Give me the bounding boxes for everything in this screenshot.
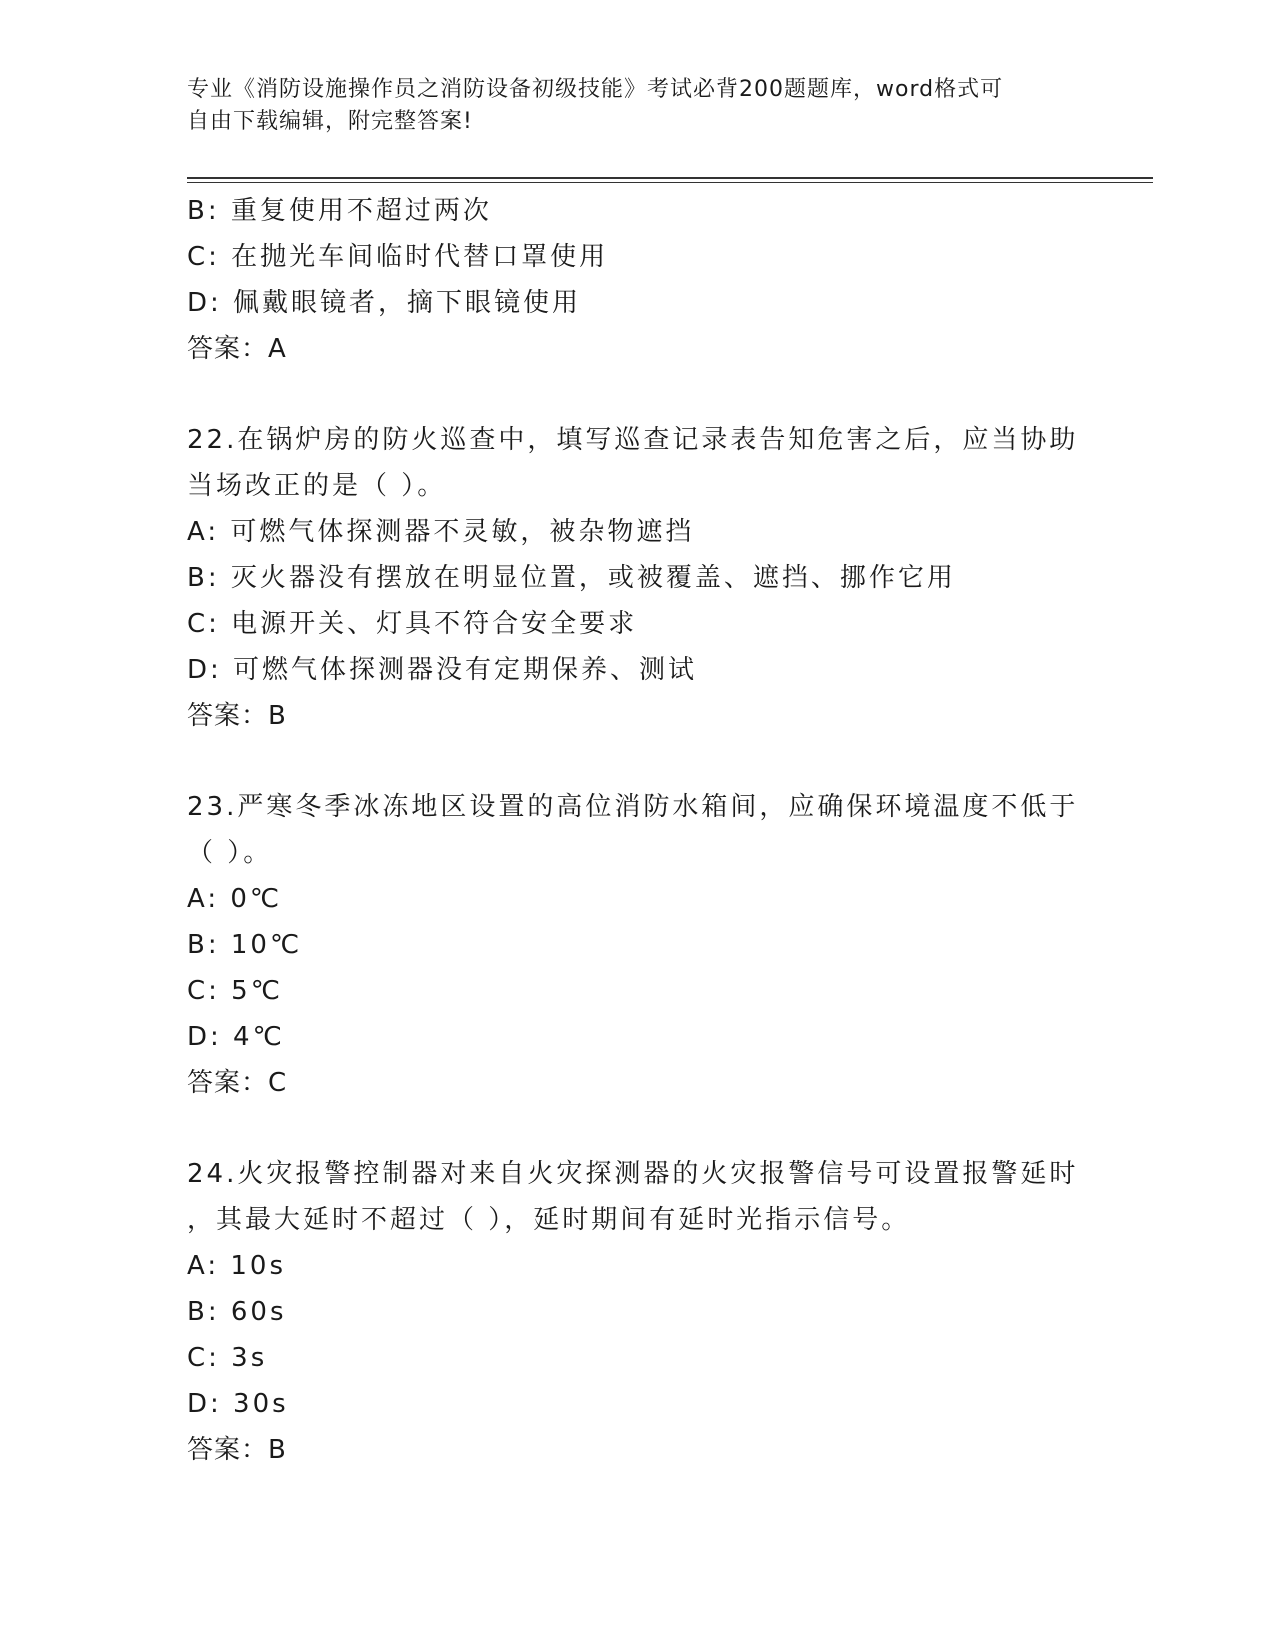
option-c: C: 电源开关、灯具不符合安全要求	[187, 609, 638, 639]
option-b: B: 重复使用不超过两次	[187, 196, 492, 226]
option-b: B: 灭火器没有摆放在明显位置，或被覆盖、遮挡、挪作它用	[187, 563, 956, 593]
question-stem-line-1: 24.火灾报警控制器对来自火灾探测器的火灾报警信号可设置报警延时	[187, 1159, 1079, 1189]
option-a: A: 10s	[187, 1251, 286, 1281]
question-24	[187, 1151, 1087, 1473]
question-stem-line-2: 当场改正的是（ ）。	[187, 471, 447, 501]
header-title-line-1: 专业《消防设施操作员之消防设备初级技能》考试必背200题题库，word格式可	[187, 77, 1004, 102]
question-stem-line-2: ，其最大延时不超过（ ），延时期间有延时光指示信号。	[187, 1205, 911, 1235]
question-content	[187, 188, 1087, 1473]
spacer	[187, 739, 1087, 784]
option-b: B: 10℃	[187, 930, 303, 960]
option-b: B: 60s	[187, 1297, 287, 1327]
answer-line: 答案：B	[187, 1435, 287, 1465]
option-a: A: 0℃	[187, 884, 283, 914]
answer-line: 答案：C	[187, 1068, 288, 1098]
spacer	[187, 372, 1087, 417]
spacer	[187, 1106, 1087, 1151]
option-d: D: 30s	[187, 1389, 289, 1419]
answer-line: 答案：B	[187, 701, 287, 731]
option-a: A: 可燃气体探测器不灵敏，被杂物遮挡	[187, 517, 695, 547]
option-c: C: 在抛光车间临时代替口罩使用	[187, 242, 609, 272]
question-stem-line-1: 22.在锅炉房的防火巡查中，填写巡查记录表告知危害之后，应当协助	[187, 425, 1079, 455]
document-header	[187, 74, 1067, 138]
option-d: D: 佩戴眼镜者，摘下眼镜使用	[187, 288, 582, 318]
question-stem-line-1: 23.严寒冬季冰冻地区设置的高位消防水箱间，应确保环境温度不低于	[187, 792, 1079, 822]
option-d: D: 可燃气体探测器没有定期保养、测试	[187, 655, 698, 685]
option-c: C: 5℃	[187, 976, 283, 1006]
question-stem-line-2: （ ）。	[187, 838, 273, 868]
question-21-continued	[187, 188, 1087, 372]
header-title-line-2: 自由下载编辑，附完整答案!	[187, 109, 473, 134]
option-c: C: 3s	[187, 1343, 268, 1373]
header-divider-thick	[187, 177, 1153, 179]
question-23	[187, 784, 1087, 1106]
answer-line: 答案：A	[187, 334, 287, 364]
option-d: D: 4℃	[187, 1022, 285, 1052]
question-22	[187, 417, 1087, 739]
header-divider-thin	[187, 182, 1153, 183]
